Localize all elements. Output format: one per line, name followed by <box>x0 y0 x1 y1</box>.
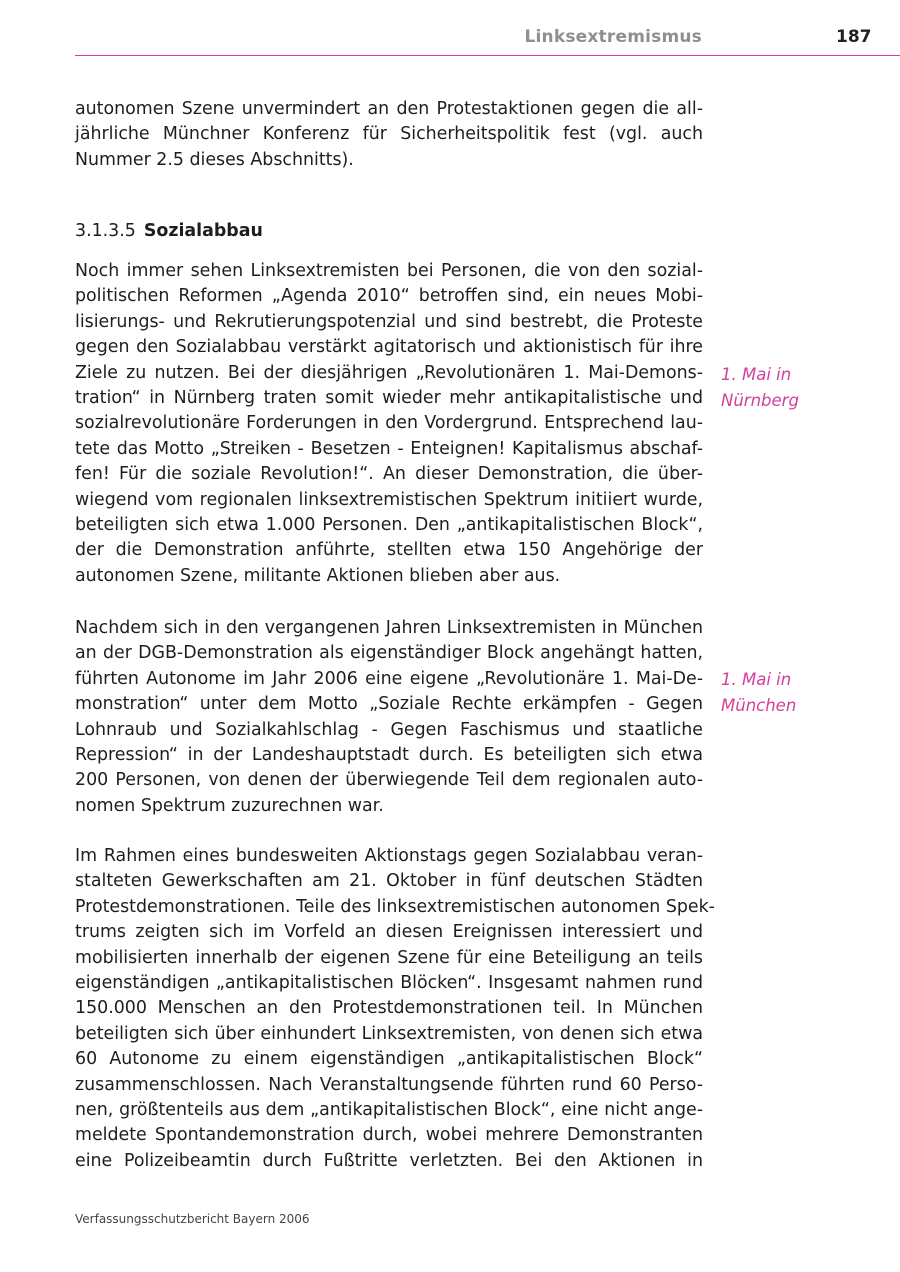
text-line: nomen Spektrum zuzurechnen war. <box>75 795 384 816</box>
section-number: 3.1.3.5 <box>75 221 136 241</box>
text-line: Ziele zu nutzen. Bei der diesjährigen „Revolutionären 1. Mai-Demons- <box>75 362 703 383</box>
text-line: an der DGB-Demonstration als eigenständiger Block angehängt hatten, <box>75 643 703 664</box>
section-title: Sozialabbau <box>143 221 263 241</box>
text-line: 60 Autonome zu einem eigenständigen „antikapitalistischen Block“ <box>75 1049 703 1070</box>
text-line: stalteten Gewerkschaften am 21. Oktober in fünf deutschen Städten <box>75 871 703 892</box>
text-line: trums zeigten sich im Vorfeld an diesen Ereignissen interessiert und <box>75 922 703 943</box>
intro-paragraph <box>75 97 703 173</box>
text-line: autonomen Szene unvermindert an den Protestaktionen gegen die all- <box>75 99 703 119</box>
text-line: eigenständigen „antikapitalistischen Blöcken“. Insgesamt nahmen rund <box>75 973 703 994</box>
header-divider <box>75 55 900 56</box>
margin-note-line: 1. Mai in <box>721 365 792 384</box>
text-line: gegen den Sozialabbau verstärkt agitatorisch und aktionistisch für ihre <box>75 337 703 358</box>
text-line: führten Autonome im Jahr 2006 eine eigene „Revolutionäre 1. Mai-De- <box>75 668 703 689</box>
section-heading <box>75 219 263 244</box>
text-line: monstration“ unter dem Motto „Soziale Rechte erkämpfen - Gegen <box>75 694 703 715</box>
running-header-title: Linksextremismus <box>524 27 702 47</box>
text-line: Protestdemonstrationen. Teile des linksextremistischen autonomen Spek- <box>75 896 715 917</box>
text-line: lisierungs- und Rekrutierungspotenzial und sind bestrebt, die Proteste <box>75 311 703 332</box>
text-line: politischen Reformen „Agenda 2010“ betroffen sind, ein neues Mobi- <box>75 286 703 307</box>
text-line: eine Polizeibeamtin durch Fußtritte verletzten. Bei den Aktionen in <box>75 1150 703 1171</box>
page-footer: Verfassungsschutzbericht Bayern 2006 <box>75 1212 310 1226</box>
text-line: autonomen Szene, militante Aktionen blieben aber aus. <box>75 565 561 586</box>
text-line: tete das Motto „Streiken - Besetzen - Enteignen! Kapitalismus abschaf- <box>75 438 703 459</box>
text-line: beteiligten sich über einhundert Linksextremisten, von denen sich etwa <box>75 1023 703 1044</box>
text-line: nen, größtenteils aus dem „antikapitalistischen Block“, eine nicht ange- <box>75 1100 703 1121</box>
text-line: tration“ in Nürnberg traten somit wieder mehr antikapitalistische und <box>75 388 703 409</box>
text-line: Repression“ in der Landeshauptstadt durch. Es beteiligten sich etwa <box>75 745 703 766</box>
text-line: Nachdem sich in den vergangenen Jahren Linksextremisten in München <box>75 618 703 638</box>
text-line: Nummer 2.5 dieses Abschnitts). <box>75 149 354 170</box>
text-line: 150.000 Menschen an den Protestdemonstrationen teil. In München <box>75 998 703 1019</box>
text-line: Lohnraub und Sozialkahlschlag - Gegen Faschismus und staatliche <box>75 719 703 740</box>
text-line: jährliche Münchner Konferenz für Sicherheitspolitik fest (vgl. auch <box>75 124 703 145</box>
paragraph-aktionstag <box>75 844 715 1174</box>
paragraph-muenchen-mai <box>75 616 703 819</box>
margin-note-nuernberg <box>721 362 799 414</box>
page-number: 187 <box>836 27 872 47</box>
text-line: Im Rahmen eines bundesweiten Aktionstags gegen Sozialabbau veran- <box>75 846 703 866</box>
text-line: der die Demonstration anführte, stellten etwa 150 Angehörige der <box>75 540 703 561</box>
text-line: fen! Für die soziale Revolution!“. An dieser Demonstration, die über- <box>75 464 703 485</box>
paragraph-sozialabbau-nuernberg <box>75 259 703 589</box>
margin-note-line: Nürnberg <box>721 391 799 410</box>
text-line: beteiligten sich etwa 1.000 Personen. Den „antikapitalistischen Block“, <box>75 515 703 536</box>
text-line: zusammenschlossen. Nach Veranstaltungsende führten rund 60 Perso- <box>75 1074 703 1095</box>
margin-note-line: 1. Mai in <box>721 670 792 689</box>
text-line: sozialrevolutionäre Forderungen in den Vordergrund. Entsprechend lau- <box>75 413 703 434</box>
margin-note-line: München <box>721 696 797 715</box>
text-line: wiegend vom regionalen linksextremistischen Spektrum initiiert wurde, <box>75 489 703 510</box>
text-line: Noch immer sehen Linksextremisten bei Personen, die von den sozial- <box>75 261 703 281</box>
margin-note-muenchen <box>721 667 796 719</box>
text-line: mobilisierten innerhalb der eigenen Szene für eine Beteiligung an teils <box>75 947 703 968</box>
text-line: 200 Personen, von denen der überwiegende Teil dem regionalen auto- <box>75 770 703 791</box>
text-line: meldete Spontandemonstration durch, wobei mehrere Demonstranten <box>75 1125 703 1146</box>
